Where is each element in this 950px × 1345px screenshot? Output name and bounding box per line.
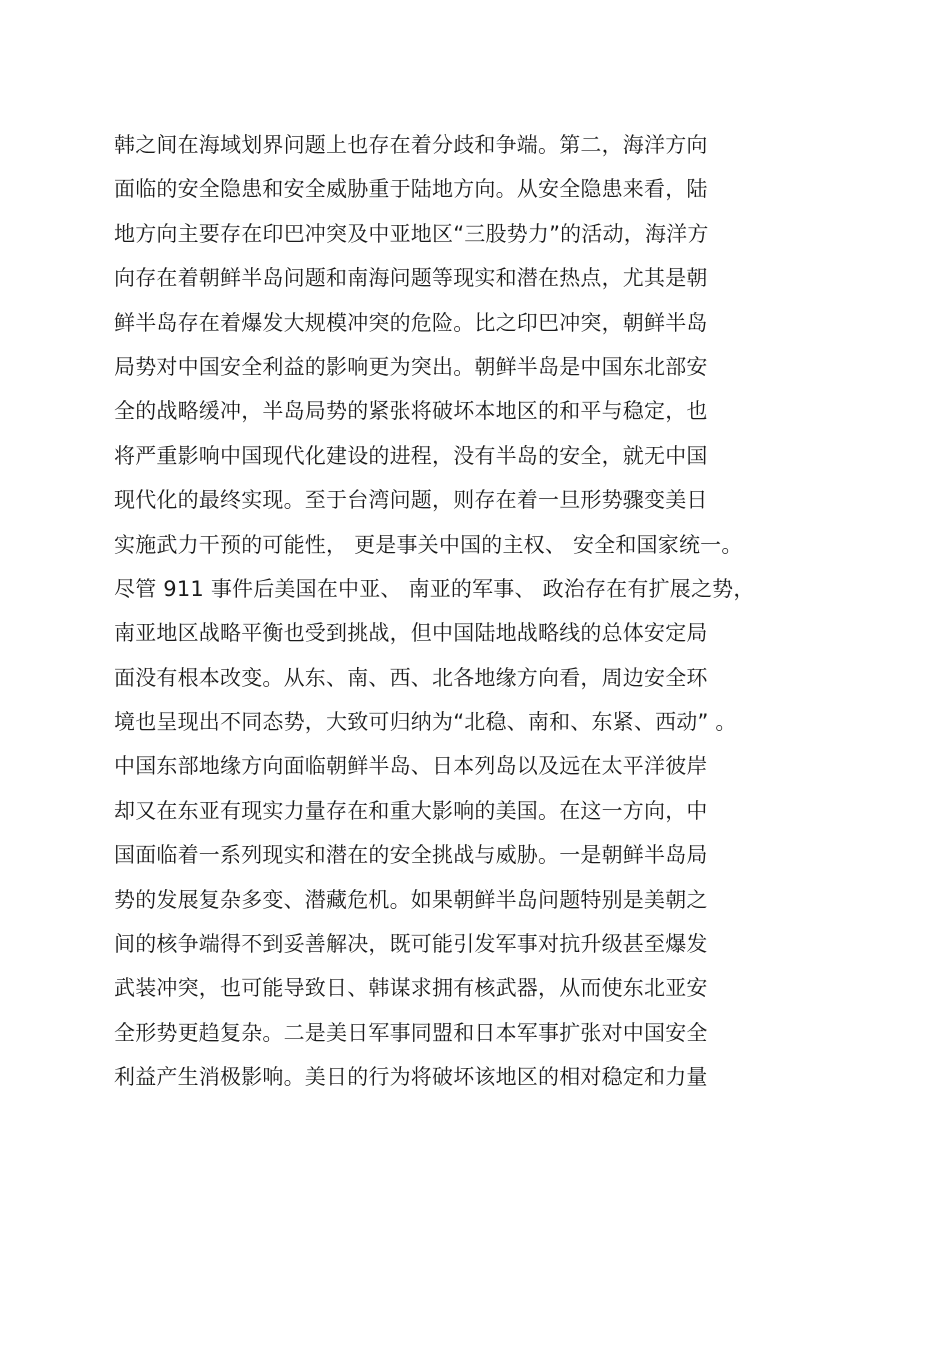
text-line: 韩之间在海域划界问题上也存在着分歧和争端。第二，海洋方向 bbox=[114, 133, 708, 157]
text-line: 局势对中国安全利益的影响更为突出。朝鲜半岛是中国东北部安 bbox=[114, 354, 708, 379]
text-line: 鲜半岛存在着爆发大规模冲突的危险。比之印巴冲突，朝鲜半岛 bbox=[114, 310, 708, 335]
text-line: 间的核争端得不到妥善解决，既可能引发军事对抗升级甚至爆发 bbox=[114, 932, 708, 957]
text-line: 势的发展复杂多变、潜藏危机。如果朝鲜半岛问题特别是美朝之 bbox=[114, 887, 708, 912]
text-line: 将严重影响中国现代化建设的进程，没有半岛的安全，就无中国 bbox=[114, 443, 708, 468]
text-line: 全的战略缓冲，半岛局势的紧张将破坏本地区的和平与稳定，也 bbox=[114, 399, 708, 424]
text-line: 面没有根本改变。从东、南、西、北各地缘方向看，周边安全环 bbox=[114, 665, 708, 690]
text-line: 全形势更趋复杂。二是美日军事同盟和日本军事扩张对中国安全 bbox=[114, 1020, 708, 1045]
text-line: 现代化的最终实现。至于台湾问题，则存在着一旦形势骤变美日 bbox=[114, 488, 708, 513]
body-text bbox=[114, 127, 844, 1104]
text-line: 利益产生消极影响。美日的行为将破坏该地区的相对稳定和力量 bbox=[114, 1065, 708, 1090]
text-line: 地方向主要存在印巴冲突及中亚地区“三股势力”的活动，海洋方 bbox=[114, 221, 709, 246]
text-line: 国面临着一系列现实和潜在的安全挑战与威胁。一是朝鲜半岛局 bbox=[114, 843, 708, 868]
text-line: 向存在着朝鲜半岛问题和南海问题等现实和潜在热点，尤其是朝 bbox=[114, 266, 708, 291]
text-line: 南亚地区战略平衡也受到挑战，但中国陆地战略线的总体安定局 bbox=[114, 621, 708, 646]
text-line: 境也呈现出不同态势，大致可归纳为“北稳、南和、东紧、西动” 。 bbox=[114, 710, 737, 735]
text-line: 尽管 911 事件后美国在中亚、 南亚的军事、 政治存在有扩展之势， bbox=[114, 576, 755, 601]
text-line: 实施武力干预的可能性， 更是事关中国的主权、 安全和国家统一。 bbox=[114, 532, 743, 557]
text-line: 却又在东亚有现实力量存在和重大影响的美国。在这一方向，中 bbox=[114, 798, 708, 823]
text-line: 面临的安全隐患和安全威胁重于陆地方向。从安全隐患来看，陆 bbox=[114, 177, 708, 202]
text-line: 武装冲突，也可能导致日、韩谋求拥有核武器，从而使东北亚安 bbox=[114, 976, 708, 1001]
text-line: 中国东部地缘方向面临朝鲜半岛、日本列岛以及远在太平洋彼岸 bbox=[114, 754, 708, 779]
